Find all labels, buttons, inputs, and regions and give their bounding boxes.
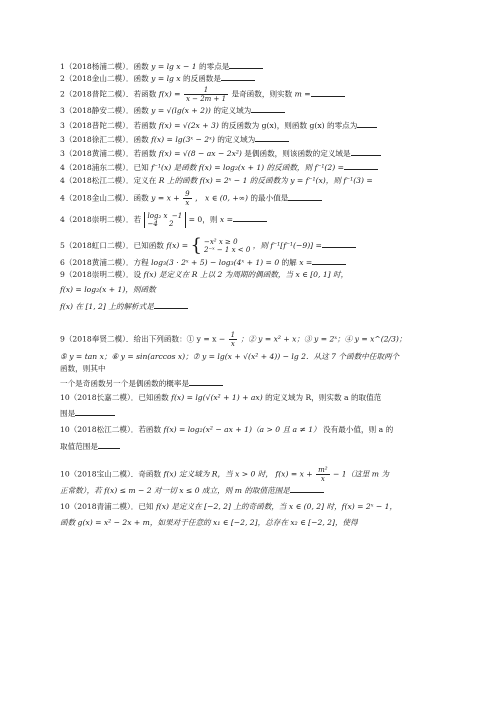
answer-blank: [312, 257, 346, 265]
problem-4: 3（2018静安二模）．函数 y = √(lg(x + 2)) 的定义域为: [60, 105, 285, 116]
problem-19-line-2: 函数 g(x) = x² − 2x + m，如果对于任意的 x₁ ∈ [−2, 2]，总存在 x₂ ∈ [−2, 2]，使得: [60, 518, 358, 527]
answer-blank: [251, 105, 285, 113]
answer-blank: [154, 301, 188, 309]
problem-15-line-4: 一个是奇函数另一个是偶函数的概率是: [60, 378, 223, 389]
problem-18: 10（2018宝山二模）．奇函数 f(x) 定义域为 R，当 x > 0 时， f(x) = x + $\frac{\text{m²}}{x}$ − 1（这里 m 为: [60, 466, 389, 483]
problem-8: 4（2018浦东二模）．已知 f⁻¹(x) 是函数 f(x) = log₂(x + 1) 的反函数，则 f⁻¹(2) =: [60, 162, 378, 173]
answer-blank: [255, 134, 289, 142]
problem-1: 1（2018杨浦二模）．函数 y = lg x − 1 的零点是: [60, 61, 263, 72]
problem-15: 9（2018奉贤二模）．给出下列函数：① y = x − $\frac{1}{x}$ ；② y = x² + x；③ y = 2ˣ；④ y = x^(2/3)；: [60, 331, 407, 348]
fraction: $\frac{1}{x - 2m + 1}$: [185, 86, 227, 103]
problem-12: 5（2018虹口二模）．已知函数 f(x) = { −x² x ≥ 0 2⁻ˣ − 1 x < 0 ，则 f⁻¹[f⁻¹(−9)] =: [60, 238, 356, 254]
answer-blank: [351, 148, 381, 156]
problem-14: 9（2018崇明二模）．设 f(x) 是定义在 R 上以 2 为周期的偶函数，当 x ∈ [0, 1] 时，: [60, 270, 349, 279]
problem-11: 4（2018崇明二模）．若 log₂ x −1 −4 2 = 0，则 x =: [60, 212, 267, 228]
problem-2: 2（2018金山二模）．函数 y = lg x 的反函数是: [60, 73, 255, 84]
answer-blank: [290, 485, 324, 493]
problem-6: 3（2018徐汇二模）．函数 f(x) = lg(3ˣ − 2ˣ) 的定义域为: [60, 134, 289, 145]
problem-7: 3（2018黄浦二模）．若函数 f(x) = √(8 − ax − 2x²) 是偶函数，则该函数的定义域是: [60, 148, 381, 159]
answer-blank: [311, 89, 345, 97]
problem-3: 2（2018普陀二模）．若函数 f(x) = $\frac{1}{x - 2m + 1}$ 是奇函数，则实数 m =: [60, 86, 345, 103]
problem-13: 6（2018黄浦二模）．方程 log₃(3 · 2ˣ + 5) − log₃(4ˣ + 1) = 0 的解 x =: [60, 257, 346, 268]
problem-17: 10（2018松江二模）．若函数 f(x) = log₂(x² − ax + 1)（a > 0 且 a ≠ 1） 没有最小值，则 a 的: [60, 425, 394, 434]
fraction: $\frac{1}{x}$: [230, 331, 236, 348]
answer-blank: [98, 441, 120, 449]
fraction: $\frac{\text{m²}}{x}$: [318, 466, 328, 483]
answer-blank: [189, 378, 223, 386]
problem-14-line-3: f(x) 在 [1, 2] 上的解析式是: [60, 301, 188, 312]
problem-16-line-2: 围是: [60, 408, 115, 419]
problem-14-line-2: f(x) = log₂(x + 1)，则函数: [60, 285, 156, 294]
problem-15-line-2: ⑤ y = tan x；⑥ y = sin(arccos x)；⑦ y = lg(x + √(x² + 4)) − lg 2．从这 7 个函数中任取两个: [60, 352, 400, 361]
answer-blank: [357, 120, 377, 128]
problem-9: 4（2018松江二模）．定义在 R 上的函数 f(x) = 2ˣ − 1 的反函数为 y = f⁻¹(x)，则 f⁻¹(3) =: [60, 176, 373, 185]
piecewise-function: { −x² x ≥ 0 2⁻ˣ − 1 x < 0: [190, 235, 251, 256]
answer-blank: [221, 73, 255, 81]
answer-blank: [75, 408, 115, 416]
answer-blank: [288, 193, 322, 201]
answer-blank: [229, 61, 263, 69]
problem-17-line-2: 取值范围是: [60, 441, 120, 452]
problem-10: 4（2018金山二模）．函数 y = x + $\frac{9}{x}$ ， x ∈ (0, +∞) 的最小值是: [60, 190, 322, 207]
problem-15-line-3: 函数，则其中: [60, 364, 106, 373]
answer-blank: [322, 240, 356, 248]
problem-18-line-2: 正常数），若 f(x) ≤ m − 2 对一切 x ≤ 0 成立，则 m 的取值范围是: [60, 485, 324, 496]
answer-blank: [344, 162, 378, 170]
fraction: $\frac{9}{x}$: [185, 190, 190, 207]
answer-blank: [233, 214, 267, 222]
problem-19: 10（2018青浦二模）．已知 f(x) 是定义在 [−2, 2] 上的奇函数，当 x ∈ (0, 2] 时，f(x) = 2ˣ − 1，: [60, 502, 398, 511]
problem-16: 10（2018长嘉二模）．已知函数 f(x) = lg(√(x² + 1) + ax) 的定义域为 R，则实数 a 的取值范: [60, 393, 382, 402]
determinant: log₂ x −1 −4 2: [144, 212, 187, 228]
problem-5: 3（2018普陀二模）．若函数 f(x) = √(2x + 3) 的反函数为 g(x)，则函数 g(x) 的零点为: [60, 120, 377, 131]
